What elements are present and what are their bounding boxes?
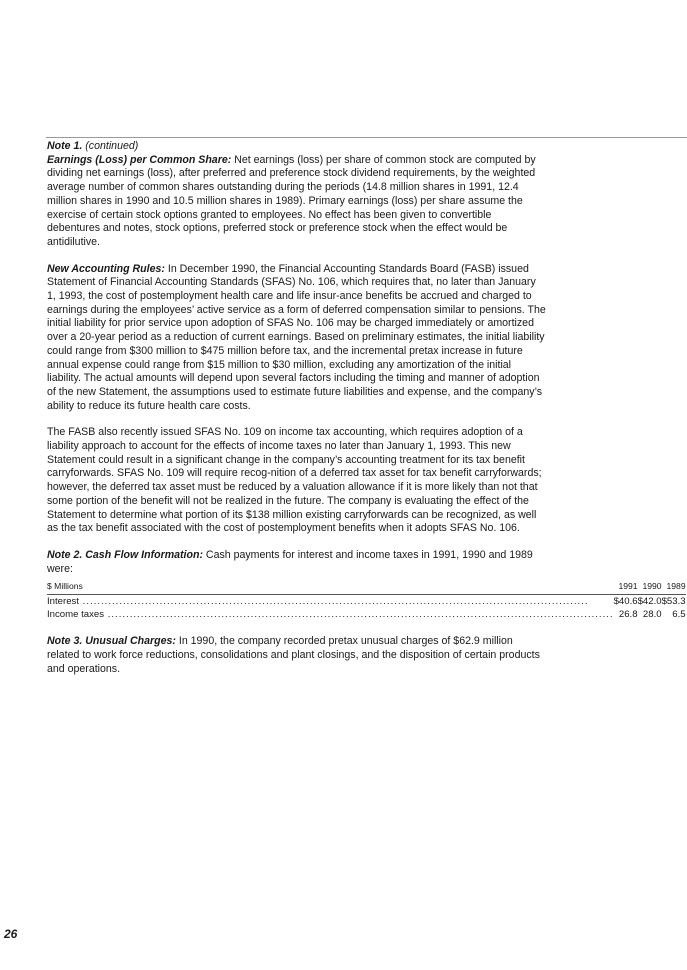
year-header: 1990 [638, 580, 662, 595]
row-label-cell [47, 608, 614, 621]
row-label-cell [47, 595, 614, 609]
note-1-continued: (continued) [85, 140, 139, 152]
note-3-unusual-charges [47, 635, 547, 676]
cash-payments-table [47, 580, 686, 621]
page-body [47, 140, 686, 677]
page-number: 26 [4, 927, 18, 941]
table-cell: $40.6 [613, 596, 638, 608]
new-accounting-rules [47, 263, 547, 414]
note-3-text: In 1990, the company recorded pretax unusual charges of $62.9 million related to work force reductions, consolidations and plant closings, and the disposition of certain products and operations. [47, 635, 540, 675]
year-header: 1989 [662, 580, 686, 595]
table-unit-label: $ Millions [47, 580, 614, 595]
fasb-paragraph [47, 426, 547, 536]
table-cell: 26.8 [618, 609, 638, 621]
new-accounting-rules-title: New Accounting Rules: [47, 262, 165, 275]
note-2-text: Cash payments for interest and income taxes in 1991, 1990 and 1989 were: [47, 548, 533, 575]
table-row [47, 608, 686, 621]
top-rule [46, 137, 687, 138]
note-2-cash-flow [47, 549, 547, 576]
new-accounting-rules-text: In December 1990, the Financial Accounting Standards Board (FASB) issued Statement of Financial Accounting Standards (SFAS) No. 106, which requires that, no later than January 1, 1993, the cost of postemployment health care and life insur-ance benefits be accrued and charged to earnings during the employees’ active service as a form of deferred compensation similar to pensions. The initial liability for prior service upon adoption of SFAS No. 106 may be charged immediately or amortized over a 20-year period as a reduction of current earnings. Based on preliminary estimates, the initial liability could range from $300 million to $475 million before tax, and the incremental pretax increase in future annual expense could range from $15 million to $30 million, excluding any amortization of the initial liability. The actual amounts will depend upon several factors including the timing and manner of adoption of the new Statement, the assumptions used to estimate future liabilities and expense, and the company’s ability to reduce its future health care costs. [47, 262, 546, 412]
note-1-earnings [47, 140, 547, 250]
earnings-per-share-text: Net earnings (loss) per share of common stock are computed by dividing net earnings (loss), after preferred and preference stock dividend requirements, by the weighted average number of common shares outstanding during the periods (14.8 million shares in 1991, 12.4 million shares in 1990 and 10.5 million shares in 1989). Primary earnings (loss) per share assume the exercise of certain stock options granted to employees. No effect has been given to convertible debentures and notes, stock options, preferred stock or preference stock when the effect would be antidilutive. [47, 153, 536, 248]
row-label: Interest ..... [47, 596, 614, 608]
table-cell: 6.5 [672, 609, 686, 621]
note-1-heading: Note 1. [47, 140, 83, 152]
table-row [47, 595, 686, 609]
table-cell: $53.3 [661, 596, 686, 608]
table-cell: $42.0 [637, 596, 662, 608]
fasb-text: The FASB also recently issued SFAS No. 109 on income tax accounting, which requires adoption of a liability approach to account for the effects of income taxes no later than January 1, 1993. This new Statement could result in a significant change in the company’s accounting treatment for its tax benefit carryforwards. SFAS No. 109 will require recog-nition of a deferred tax asset for tax benefit carryforwards; however, the deferred tax asset must be reduced by a valuation allowance if it is more likely than not that some portion of the benefit will not be realized in the future. The company is evaluating the effect of the Statement to determine what portion of its $138 million existing carryforwards can be recognized, as well as the tax benefit associated with the cost of postemployment benefits when it adopts SFAS No. 106. [47, 426, 542, 535]
row-label: Income taxes ..... [47, 609, 614, 621]
earnings-per-share-title: Earnings (Loss) per Common Share: [47, 153, 232, 166]
table-header-row [47, 580, 686, 595]
note-3-title: Note 3. Unusual Charges: [47, 635, 176, 648]
year-header: 1991 [614, 580, 638, 595]
table-cell: 28.0 [642, 609, 662, 621]
note-2-title: Note 2. Cash Flow Information: [47, 548, 203, 561]
